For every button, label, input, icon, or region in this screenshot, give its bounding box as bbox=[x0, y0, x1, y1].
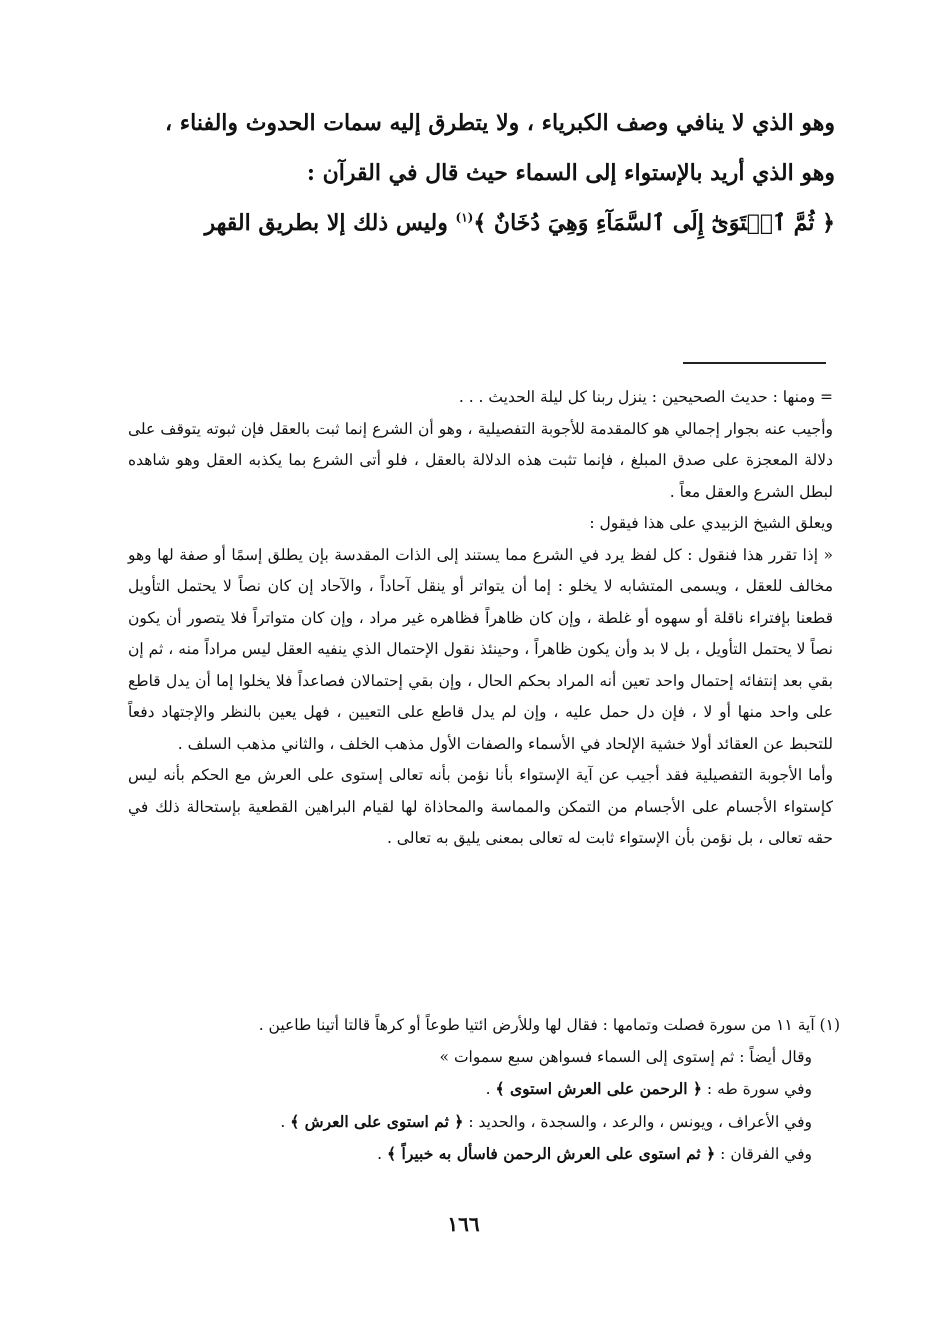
main-line: وهو الذي أريد بالإستواء إلى السماء حيث قال في القرآن : bbox=[306, 160, 835, 186]
footnote-text: . bbox=[485, 1080, 491, 1098]
footnote-text: . bbox=[377, 1145, 383, 1163]
footnote-line: وقال أيضاً : ثم إستوى إلى السماء فسواهن سبع سموات » bbox=[439, 1047, 812, 1066]
quran-quote: ﴿ ثُمَّ ٱسۡتَوَىٰٓ إِلَى ٱلسَّمَآءِ وَهِيَ دُخَانٌ ﴾ bbox=[473, 210, 835, 236]
footnote-text: وفي سورة طه : bbox=[706, 1080, 812, 1098]
footnote-text: وفي الفرقان : bbox=[720, 1145, 812, 1163]
main-text bbox=[120, 98, 835, 248]
footnote-line bbox=[128, 1073, 840, 1106]
notes-paragraph: وأجيب عنه بجوار إجمالي هو كالمقدمة للأجوبة التفصيلية ، وهو أن الشرع إنما ثبت بالعقل فإن ثبوته يتوقف على دلالة المعجزة على صدق المبلغ ، فإنما تثبت هذه الدلالة بالعقل ، فلو أتى الشرع بما يكذبه العقل وهو شاهده لبطل الشرع والعقل معاً . bbox=[128, 419, 833, 501]
quran-quote: ﴿ ثم استوى على العرش ﴾ bbox=[290, 1111, 464, 1131]
quran-quote: ﴿ الرحمن على العرش استوى ﴾ bbox=[495, 1079, 702, 1098]
main-line: وهو الذي لا ينافي وصف الكبرياء ، ولا يتطرق إليه سمات الحدوث والفناء ، bbox=[165, 110, 835, 136]
footnote-line bbox=[128, 1138, 840, 1171]
notes-paragraph: وأما الأجوبة التفصيلية فقد أجيب عن آية الإستواء بأنا نؤمن بأنه تعالى إستوى على العرش مع الحكم بأنه ليس كإستواء الأجسام على الأجسام من التمكن والمماسة والمحاذاة لها لقيام البراهين القطعية بإستحالة ذلك في حقه تعالى ، بل نؤمن بأن الإستواء ثابت له تعالى بمعنى يليق به تعالى . bbox=[128, 766, 833, 847]
footnote-separator bbox=[683, 362, 826, 364]
quran-quote: ﴿ ثم استوى على العرش الرحمن فاسأل به خبيراً ﴾ bbox=[387, 1144, 716, 1163]
notes-paragraph: ويعلق الشيخ الزبيدي على هذا فيقول : bbox=[589, 514, 833, 532]
main-line-tail: وليس ذلك إلا بطريق القهر bbox=[204, 210, 448, 236]
footnote-text: وفي الأعراف ، ويونس ، والرعد ، والسجدة ، والحديد : bbox=[468, 1112, 812, 1131]
notes-paragraph: « إذا تقرر هذا فنقول : كل لفظ يرد في الشرع مما يستند إلى الذات المقدسة بإن يطلق إسمًا أو صفة لها وهو مخالف للعقل ، ويسمى المتشابه لا يخلو : إما أن يتواتر أو ينقل آحاداً ، والآحاد إن كان نصاً لا يحتمل التأويل قطعنا بإفتراء ناقلة أو سهوه أو غلطة ، وإن كان ظاهراً فظاهره غير مراد ، وإن كان متواتراً فلا يتصور أن يكون نصاً لا يحتمل التأويل ، بل لا بد وأن يكون ظاهراً ، وحينئذ نقول الإحتمال الذي ينفيه العقل ليس مراداً منه ، ثم إن بقي بعد إنتفائه إحتمال واحد تعين أنه المراد بحكم الحال ، وإن بقي إحتمالان فصاعداً فلا يخلوا إما أن يدل قاطع على واحد منها أو لا ، فإن دل حمل عليه ، وإن لم يدل قاطع على التعيين ، فهل يعين بالنظر والإجتهاد دفعاً للتحبط عن العقائد أولا خشية الإلحاد في الأسماء والصفات الأول مذهب الخلف ، والثاني مذهب السلف . bbox=[128, 545, 833, 753]
footnote-text: . bbox=[280, 1112, 286, 1131]
continued-notes bbox=[128, 382, 833, 855]
notes-paragraph: = ومنها : حديث الصحيحين : ينزل ربنا كل ليلة الحديث . . . bbox=[458, 388, 833, 406]
main-line bbox=[120, 198, 835, 248]
footnote-line bbox=[128, 1106, 840, 1139]
footnote-ref: (١) bbox=[455, 210, 474, 225]
page-number: ١٦٦ bbox=[447, 1212, 480, 1236]
footnote-line: (١) آية ١١ من سورة فصلت وتمامها : فقال لها وللأرض ائتيا طوعاً أو كرهاً قالتا أتينا طاعين . bbox=[258, 1016, 840, 1034]
footnote bbox=[128, 1010, 840, 1171]
